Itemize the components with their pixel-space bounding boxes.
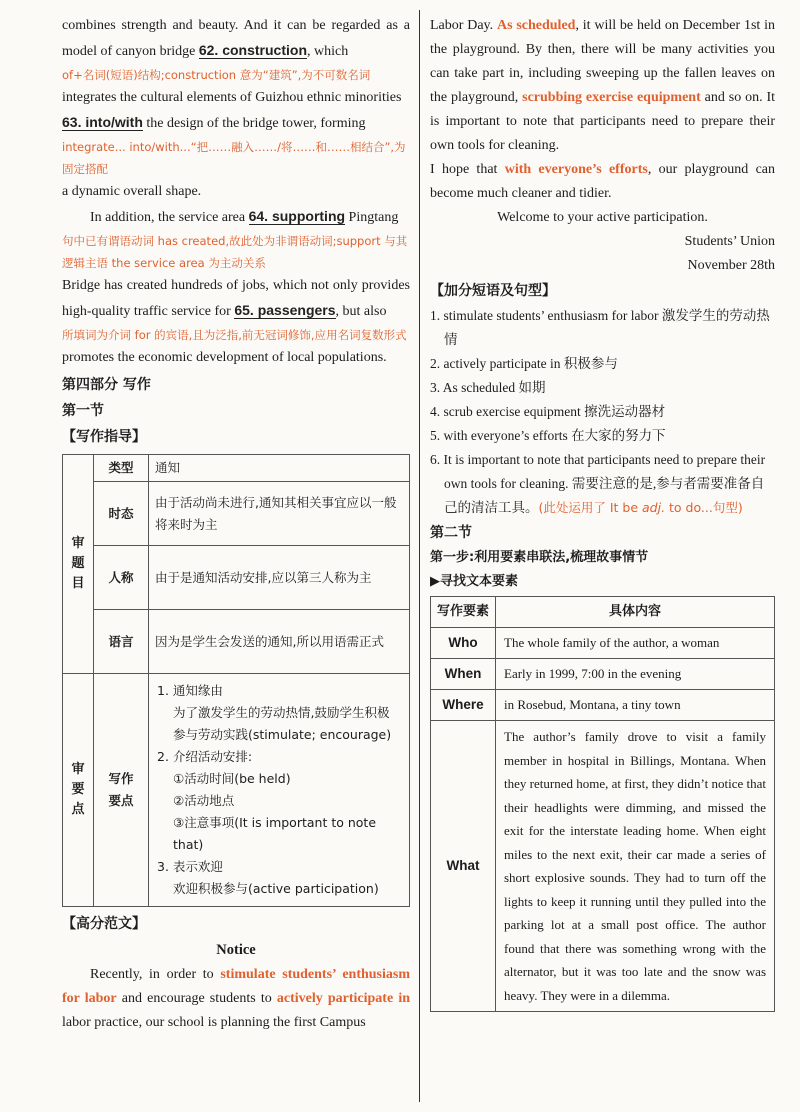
answer-62: 62. construction bbox=[198, 42, 307, 58]
table-row: 人称 由于是通知活动安排,应以第三人称为主 bbox=[63, 546, 410, 610]
phrases-title: 【加分短语及句型】 bbox=[430, 283, 556, 299]
sample-closing: Welcome to your active participation. bbox=[497, 210, 708, 225]
table-row: Where in Rosebud, Montana, a tiny town bbox=[431, 690, 775, 721]
table-row: When Early in 1999, 7:00 in the evening bbox=[431, 659, 775, 690]
section2-heading: 第二节 bbox=[430, 525, 472, 541]
group-label-topic: 审题目 bbox=[63, 455, 94, 674]
table-row: Who The whole family of the author, a woman bbox=[431, 628, 775, 659]
story-elements-table bbox=[430, 596, 775, 1012]
section1-heading: 第一节 bbox=[62, 403, 104, 419]
find-elements-heading: ▶寻找文本要素 bbox=[430, 574, 518, 589]
table-row: 语言 因为是学生会发送的通知,所以用语需正式 bbox=[63, 610, 410, 674]
paragraph-bridge-1: combines strength and beauty. And it can be regarded as a model of canyon bridge 62. construction, which bbox=[62, 18, 410, 59]
note-65: 所填词为介词 for 的宾语,且为泛指,前无冠词修饰,应用名词复数形式 bbox=[62, 328, 407, 342]
step1-heading: 第一步:利用要素串联法,梳理故事情节 bbox=[430, 550, 649, 565]
table-row: 审题目 类型 通知 bbox=[63, 455, 410, 482]
notice-title: Notice bbox=[216, 942, 256, 958]
part4-heading: 第四部分 写作 bbox=[62, 377, 151, 393]
list-item: 4. scrub exercise equipment 擦洗运动器材 bbox=[430, 404, 666, 419]
table-row: 审要点 写作要点 1. 通知缘由 为了激发学生的劳动热情,鼓励学生积极参与劳动实践(stimulate; encourage) 2. 介绍活动安排: ①活动时间(be held) ②活动地点 ③注意事项(It is important to note that) 3. 表示欢迎 欢迎积极参与(active participation) bbox=[63, 674, 410, 907]
list-item: 5. with everyone’s efforts 在大家的努力下 bbox=[430, 428, 666, 443]
note-62: of+名词(短语)结构;construction 意为“建筑”,为不可数名词 bbox=[62, 68, 371, 82]
sample-paragraph-1: Recently, in order to stimulate students’ enthusiasm for labor and encourage students to actively participate in labor practice, our school is planning the first Campus bbox=[62, 967, 411, 1030]
table-row: What The author’s family drove to visit a family member in hospital in Billings, Montana. When they returned home, at first, they didn’t notice that their headlights were dimming, and missed the exit for the interstate leading home. When eight miles to the next exit, their car made a series of short explosive sounds. They had to turn off the lights to keep it running until they pulled into the parking lot at a small post office. The author found that there was something wrong with the alternator, but it was too late and the snow was heavy. They were in a dilemma. bbox=[431, 721, 775, 1012]
paragraph-bridge-2: In addition, the service area 64. supporting Pingtang bbox=[90, 208, 399, 225]
answer-64: 64. supporting bbox=[248, 208, 346, 224]
note-64: 句中已有谓语动词 has created,故此处为非谓语动词;support 与其逻辑主语 the service area 为主动关系 bbox=[62, 234, 408, 270]
signature: Students’ Union bbox=[684, 234, 775, 249]
note-63: integrate... into/with...“把……融入……/将……和……相结合”,为固定搭配 bbox=[62, 140, 406, 176]
table-row: 时态 由于活动尚未进行,通知其相关事宜应以一般将来时为主 bbox=[63, 482, 410, 546]
answer-65: 65. passengers bbox=[234, 302, 336, 318]
list-item: 3. As scheduled 如期 bbox=[430, 380, 546, 395]
writing-guide-table bbox=[62, 454, 410, 907]
guide-title: 【写作指导】 bbox=[62, 429, 146, 445]
sample-title: 【高分范文】 bbox=[62, 916, 146, 932]
sample-paragraph-2: Labor Day. As scheduled, it will be held on December 1st in the playground. By then, there will be many activities you can take part in, including sweeping up the fallen leaves on the playground, scrubbing exercise equipment and so on. It is important to note that participants need to prepare their own tools for cleaning. bbox=[430, 18, 776, 153]
writing-points: 1. 通知缘由 为了激发学生的劳动热情,鼓励学生积极参与劳动实践(stimulate; encourage) 2. 介绍活动安排: ①活动时间(be held) ②活动地点 ③注意事项(It is important to note that) 3. 表示欢迎 欢迎积极参与(active participation) bbox=[149, 674, 410, 907]
list-item: 6. It is important to note that participants need to prepare their own tools for cleaning. 需要注意的是,参与者需要准备自己的清洁工具。(此处运用了 It be adj. to do...句型) bbox=[430, 452, 766, 515]
table-header-row: 写作要素 具体内容 bbox=[431, 597, 775, 628]
list-item: 2. actively participate in 积极参与 bbox=[430, 356, 618, 371]
sample-paragraph-3: I hope that with everyone’s efforts, our playground can become much cleaner and tidier. bbox=[430, 162, 775, 201]
left-column: combines strength and beauty. And it can be regarded as a model of canyon bridge 62. construction, which of+名词(短语)结构;construction 意为“建筑”,为不可数名词 integrates the cultural elements of Guizhou ethnic minorities 63. into/with the design of the bridge tower, forming integrate... into/with...“把……融入……/将……和……相结合”,为固定搭配 a dynamic overall shape. In addition, the service area 64. supporting Pingtang 句中已有谓语动词 has created,故此处为非谓语动词;support 与其逻辑主语 the service area 为主动关系 Bridge has created hundreds of jobs, which not only provides high-quality traffic service for 65. passengers, but also 所填词为介词 for 的宾语,且为泛指,前无冠词修饰,应用名词复数形式 promotes the economic development of local populations. 第四部分 写作 第一节 【写作指导】 审题目 类型 通知 时态 由于活动尚未进行,通知其相关事宜应以一般将来时为主 人称 由于是通知活动安排,应以第三人称为主 语言 因为是学生会发送的通知,所以用语需正式 审要点 写作要点 1. 通知缘由 为了激发学生的劳动热情,鼓励学生积极参与劳动实践(stimulate; encourage) 2. 介绍活动安排: ①活动时间(be held) ②活动地点 ③注意事项(It is important to note that) 3. 表示欢迎 欢迎积极参与(active participation) 【高分范文】 Notice Recently, in order to stimulate students’ enthusiasm for labor and encourage students to actively participate in labor practice, our school is planning the first Campus bbox=[62, 14, 410, 1035]
right-column bbox=[430, 14, 775, 1012]
column-divider bbox=[419, 10, 420, 1102]
answer-63: 63. into/with bbox=[62, 114, 143, 130]
date: November 28th bbox=[687, 258, 775, 273]
list-item: 1. stimulate students’ enthusiasm for labor 激发学生的劳动热情 bbox=[430, 308, 770, 347]
phrases-list bbox=[430, 304, 775, 520]
group-label-points: 审要点 bbox=[63, 674, 94, 907]
